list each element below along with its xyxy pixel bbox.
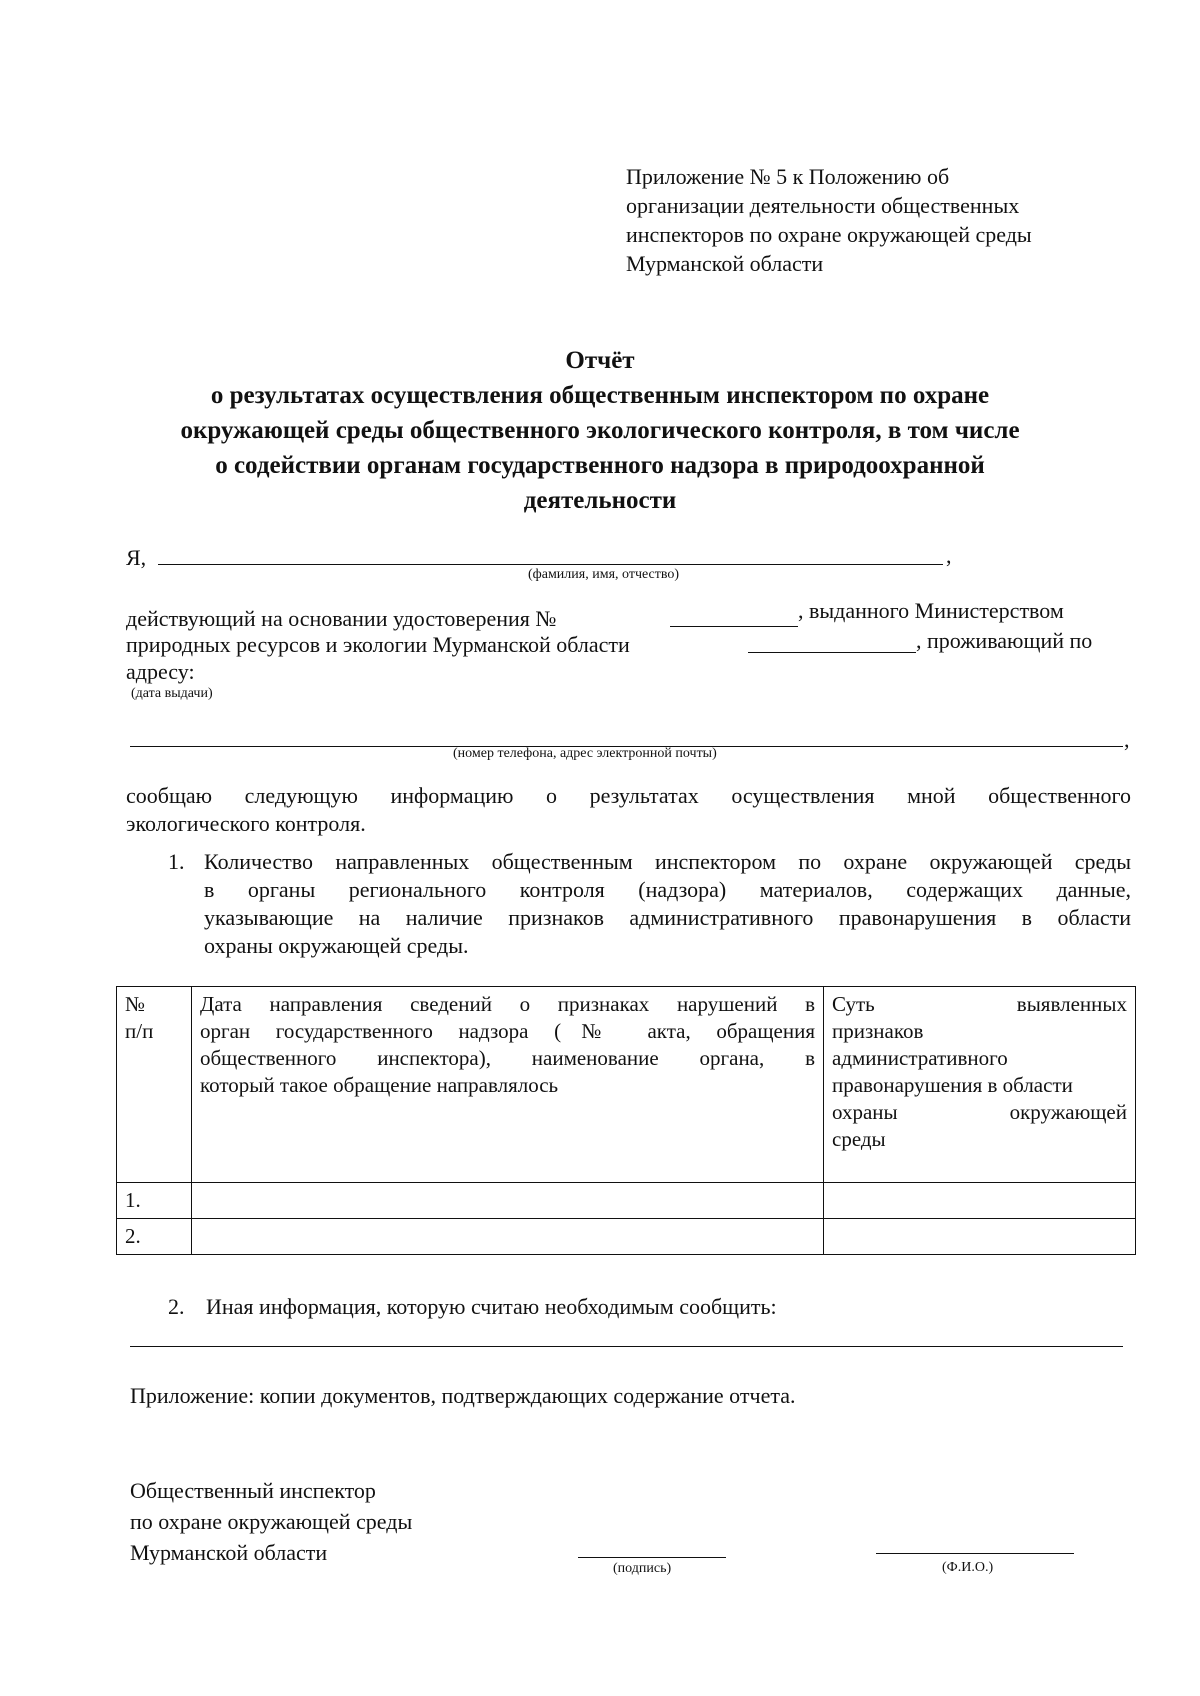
row-date-cell[interactable] <box>192 1219 824 1255</box>
date-caption: (дата выдачи) <box>131 686 213 701</box>
header-number-cell <box>117 987 192 1183</box>
report-table <box>116 986 1136 1255</box>
appendix-line: инспекторов по охране окружающей среды <box>626 222 1032 247</box>
item-1-line: Количество направленных общественным инспектором по охране окружающей среды <box>204 849 1131 874</box>
certificate-number-field[interactable] <box>670 626 798 627</box>
header-text: административного <box>832 1046 1008 1070</box>
appendix-reference <box>626 162 1032 278</box>
signature-caption: (подпись) <box>613 1561 672 1576</box>
header-essence-cell <box>824 987 1136 1183</box>
header-text: который такое обращение направлялось <box>200 1073 559 1097</box>
name-suffix: , <box>946 543 952 568</box>
header-text: признаков <box>832 1019 924 1043</box>
item-1-line: охраны окружающей среды. <box>204 933 469 958</box>
row-number-cell: 1. <box>117 1183 192 1219</box>
name-prefix: Я, <box>126 545 147 570</box>
report-title <box>0 343 1200 518</box>
row-essence-cell[interactable] <box>824 1219 1136 1255</box>
signature-block <box>130 1475 412 1568</box>
signature-field-line[interactable] <box>578 1557 726 1558</box>
header-text: правонарушения в области <box>832 1073 1073 1097</box>
title-line: деятельности <box>523 487 677 514</box>
header-text: среды <box>832 1127 886 1151</box>
issued-text: , выданного Министерством <box>798 598 1064 623</box>
item-1-line: в органы регионального контроля (надзора) материалов, содержащих данные, <box>204 877 1131 902</box>
residing-text: , проживающий по <box>916 628 1093 653</box>
appendix-line: Мурманской области <box>626 251 824 276</box>
item-1-line: указывающие на наличие признаков административного правонарушения в области <box>204 905 1131 930</box>
name-caption: (Ф.И.О.) <box>942 1560 994 1575</box>
table-row <box>117 1219 1136 1255</box>
signature-line: Мурманской области <box>130 1540 328 1565</box>
table-row <box>117 1183 1136 1219</box>
other-info-field-line[interactable] <box>130 1346 1123 1347</box>
attachment-text: Приложение: копии документов, подтверждающих содержание отчета. <box>130 1383 796 1408</box>
title-heading: Отчёт <box>565 347 635 374</box>
title-line: окружающей среды общественного экологического контроля, в том числе <box>180 417 1020 444</box>
signature-line: по охране окружающей среды <box>130 1509 413 1534</box>
item-1-number: 1. <box>168 849 185 874</box>
address-label: адресу: <box>126 659 195 684</box>
appendix-line: Приложение № 5 к Положению об <box>626 164 950 189</box>
acting-text: действующий на основании удостоверения № <box>126 606 557 631</box>
header-text: п/п <box>125 1019 154 1043</box>
header-text: № <box>125 992 146 1016</box>
appendix-line: организации деятельности общественных <box>626 193 1020 218</box>
contact-caption: (номер телефона, адрес электронной почты) <box>453 746 717 761</box>
report-intro-line: сообщаю следующую информацию о результатах осуществления мной общественного <box>126 783 1131 808</box>
row-number-cell: 2. <box>117 1219 192 1255</box>
header-text: Дата направления сведений о признаках нарушений в <box>200 992 815 1016</box>
name-signature-field-line[interactable] <box>876 1553 1074 1554</box>
header-text: орган государственного надзора (№ акта, обращения <box>200 1019 815 1043</box>
contact-suffix: , <box>1124 727 1130 752</box>
row-essence-cell[interactable] <box>824 1183 1136 1219</box>
fio-caption: (фамилия, имя, отчество) <box>528 567 680 582</box>
ministry-text: природных ресурсов и экологии Мурманской области <box>126 632 630 657</box>
issue-date-field[interactable] <box>748 652 916 653</box>
item-2-text: Иная информация, которую считаю необходимым сообщить: <box>206 1294 777 1319</box>
name-field-line[interactable] <box>158 564 943 565</box>
header-text: охраны окружающей <box>832 1100 1127 1124</box>
report-intro-line: экологического контроля. <box>126 811 366 836</box>
row-date-cell[interactable] <box>192 1183 824 1219</box>
title-line: о содействии органам государственного надзора в природоохранной <box>215 452 985 479</box>
header-date-cell <box>192 987 824 1183</box>
table-header-row <box>117 987 1136 1183</box>
signature-line: Общественный инспектор <box>130 1478 376 1503</box>
title-line: о результатах осуществления общественным инспектором по охране <box>210 382 990 409</box>
header-text: общественного инспектора), наименование органа, в <box>200 1046 815 1070</box>
item-2-number: 2. <box>168 1294 185 1319</box>
header-text: Суть выявленных <box>832 992 1127 1016</box>
